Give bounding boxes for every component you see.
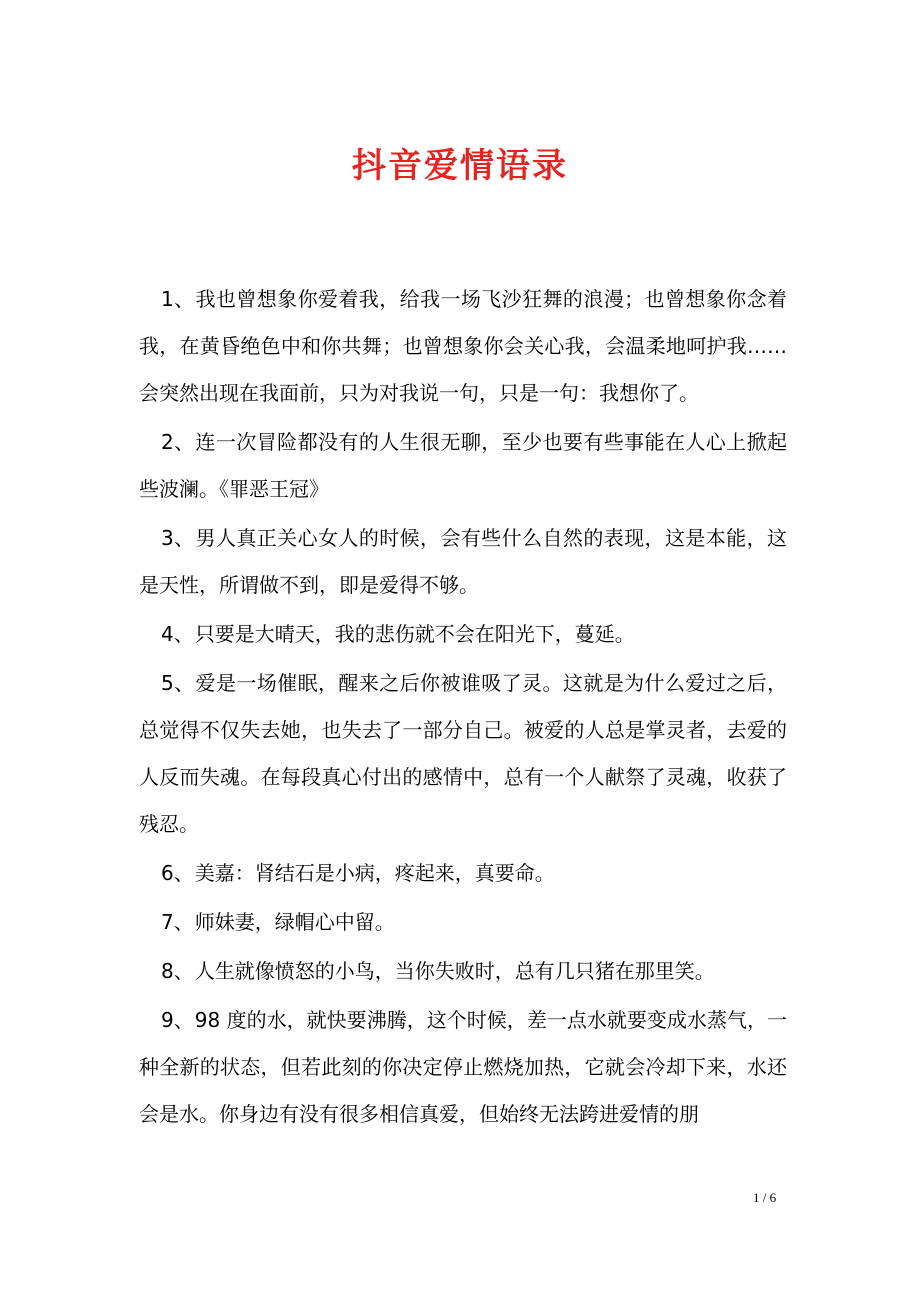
quote-text: 我也曾想象你爱着我，给我一场飞沙狂舞的浪漫；也曾想象你念着我，在黄昏绝色中和你共舞；也曾想象你会关心我，会温柔地呵护我……会突然出现在我面前，只为对我说一句，只是一句：我想你了。 <box>139 287 787 405</box>
quote-text: 师妹妻，绿帽心中留。 <box>194 910 395 934</box>
quote-text: 连一次冒险都没有的人生很无聊，至少也要有些事能在人心上掀起些波澜。《罪恶王冠》 <box>139 430 787 501</box>
page-number-indicator: 1 / 6 <box>753 1190 777 1205</box>
document-title: 抖音爱情语录 <box>352 146 568 186</box>
quote-paragraph-7 <box>139 899 787 946</box>
quote-paragraph-5 <box>139 660 787 848</box>
quote-paragraph-1 <box>139 276 787 417</box>
quote-number: 2、 <box>161 430 195 454</box>
document-body <box>139 276 787 1140</box>
quote-text: 只要是大晴天，我的悲伤就不会在阳光下，蔓延。 <box>194 622 635 646</box>
quote-paragraph-6 <box>139 850 787 897</box>
quote-text: 人生就像愤怒的小鸟，当你失败时，总有几只猪在那里笑。 <box>194 959 715 983</box>
quote-text: 98 度的水，就快要沸腾，这个时候，差一点水就要变成水蒸气，一种全新的状态，但若此刻的你决定停止燃烧加热，它就会冷却下来，水还会是水。你身边有没有很多相信真爱，但始终无法跨进爱情的朋 <box>139 1008 787 1126</box>
quote-text: 爱是一场催眠，醒来之后你被谁吸了灵。这就是为什么爱过之后，总觉得不仅失去她，也失去了一部分自己。被爱的人总是掌灵者，去爱的人反而失魂。在每段真心付出的感情中，总有一个人献祭了灵魂，收获了残忍。 <box>139 671 787 836</box>
quote-text: 男人真正关心女人的时候，会有些什么自然的表现，这是本能，这是天性，所谓做不到，即是爱得不够。 <box>139 526 787 597</box>
quote-paragraph-4 <box>139 611 787 658</box>
quote-paragraph-3 <box>139 515 787 609</box>
quote-number: 5、 <box>161 671 195 695</box>
quote-number: 4、 <box>161 622 194 646</box>
quote-paragraph-9 <box>139 997 787 1138</box>
quote-number: 9、 <box>161 1008 194 1032</box>
quote-number: 6、 <box>161 861 194 885</box>
quote-paragraph-8 <box>139 948 787 995</box>
quote-paragraph-2 <box>139 419 787 513</box>
quote-number: 1、 <box>161 287 195 311</box>
quote-number: 3、 <box>161 526 195 550</box>
quote-number: 7、 <box>161 910 194 934</box>
quote-number: 8、 <box>161 959 194 983</box>
quote-text: 美嘉：肾结石是小病，疼起来，真要命。 <box>194 861 555 885</box>
